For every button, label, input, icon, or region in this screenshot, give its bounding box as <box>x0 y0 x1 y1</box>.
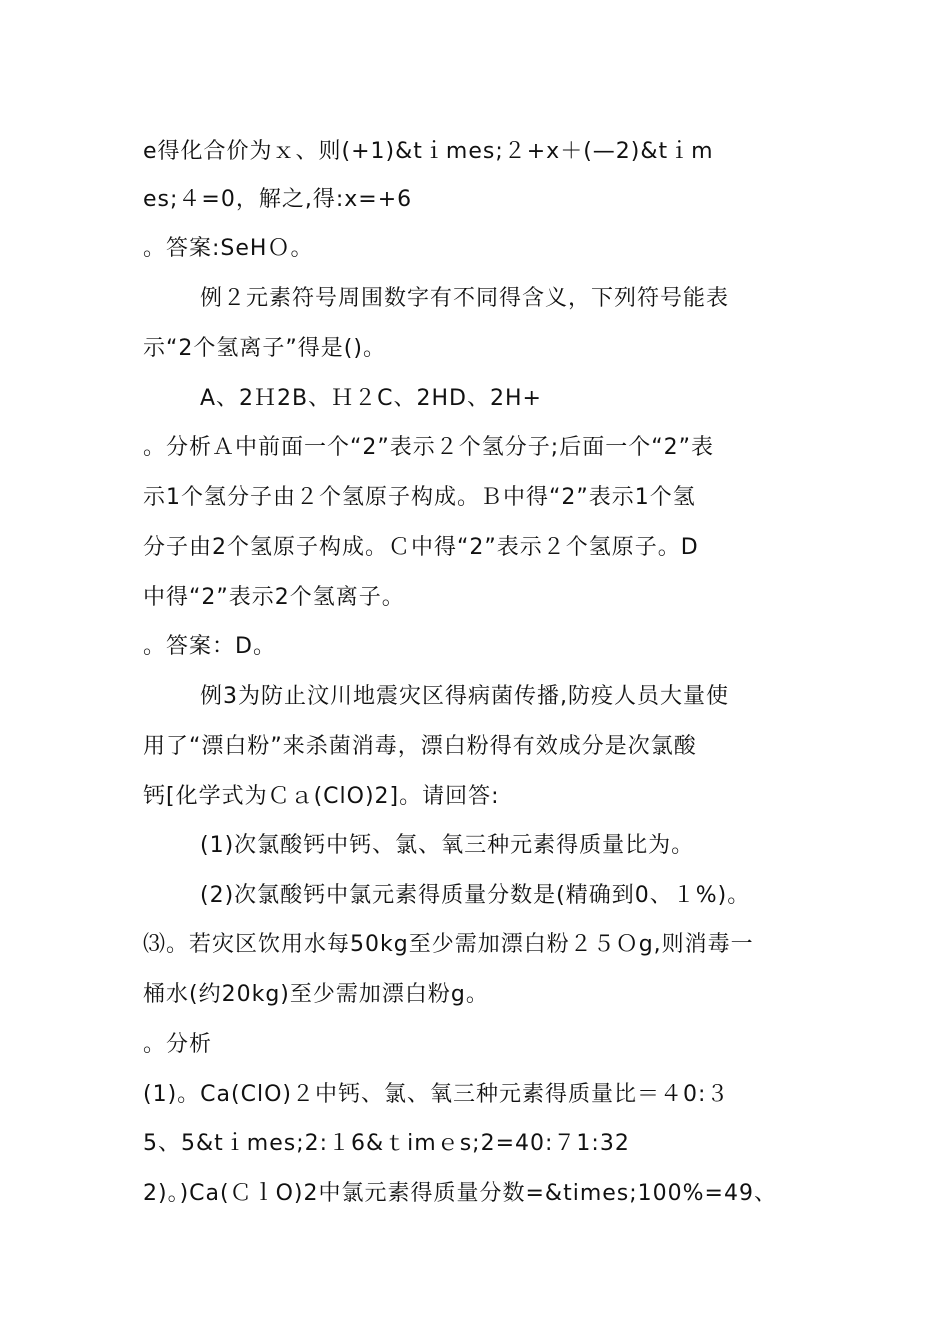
question-line: ⑶。若灾区饮用水每50kg至少需加漂白粉２５Ｏg,则消毒一 <box>143 932 754 957</box>
analysis-heading: 。分析 <box>143 1032 213 1057</box>
text-line: 示“2个氢离子”得是()。 <box>143 336 386 361</box>
text-line: es;４=0，解之,得:x=+6 <box>143 187 413 212</box>
question-line: (2)次氯酸钙中氯元素得质量分数是(精确到0、１%)。 <box>200 883 751 908</box>
options-line: A、2Ｈ2B、Ｈ２C、2HD、2H+ <box>200 386 542 411</box>
answer-line: 。答案：D。 <box>143 634 276 659</box>
question-line: (1)次氯酸钙中钙、氯、氧三种元素得质量比为。 <box>200 833 695 858</box>
analysis-line: 。分析Ａ中前面一个“2”表示２个氢分子;后面一个“2”表 <box>143 435 714 460</box>
text-line: 中得“2”表示2个氢离子。 <box>143 585 405 610</box>
analysis-line: (1)。Ca(ClO)２中钙、氯、氧三种元素得质量比＝４0:３ <box>143 1082 730 1107</box>
text-line: e得化合价为ｘ、则(+1)&tｉmes;２+x＋(—2)&tｉm <box>143 139 714 164</box>
text-line: 钙[化学式为Ｃａ(ClO)2]。请回答: <box>143 784 500 809</box>
text-line: 用了“漂白粉”来杀菌消毒，漂白粉得有效成分是次氯酸 <box>143 734 697 759</box>
text-line: 5、5&tｉmes;2:１6&ｔimｅs;2=40:７1:32 <box>143 1131 630 1156</box>
analysis-line: 2)。)Ca(ＣｌO)2中氯元素得质量分数=&times;100%=49、 <box>143 1181 777 1206</box>
example-heading: 例3为防止汶川地震灾区得病菌传播,防疫人员大量使 <box>200 684 729 709</box>
text-line: 示1个氢分子由２个氢原子构成。Ｂ中得“2”表示1个氢 <box>143 485 696 510</box>
text-line: 分子由2个氢原子构成。Ｃ中得“2”表示２个氢原子。D <box>143 535 699 560</box>
answer-line: 。答案:SeHＯ。 <box>143 236 314 261</box>
example-heading: 例２元素符号周围数字有不同得含义，下列符号能表 <box>200 286 730 311</box>
text-line: 桶水(约20kg)至少需加漂白粉g。 <box>143 982 489 1007</box>
